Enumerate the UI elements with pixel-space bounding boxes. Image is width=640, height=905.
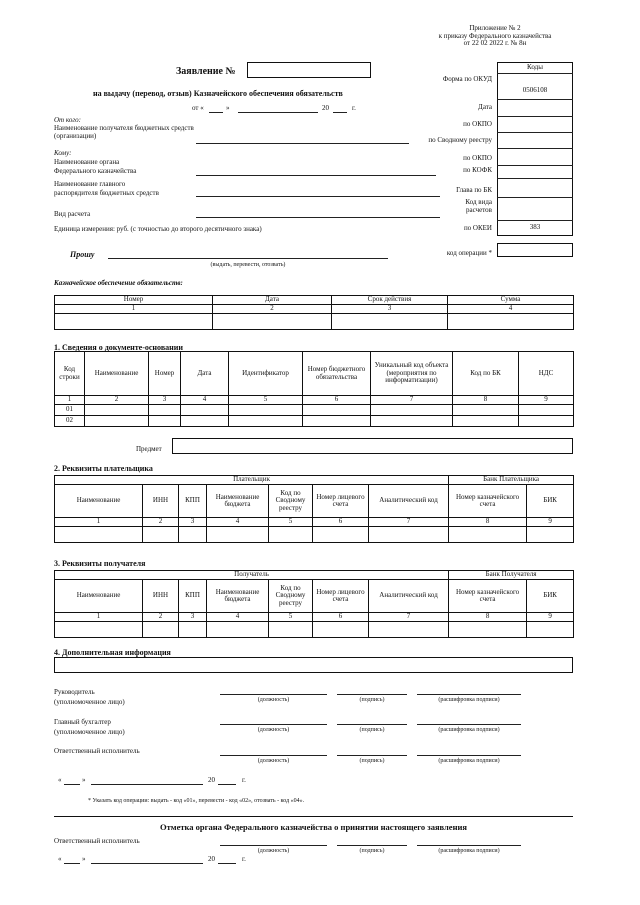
mark-date-g: г. <box>242 855 246 863</box>
section3-num: 2 <box>143 613 179 622</box>
okpo-label: по ОКПО <box>463 120 492 128</box>
sign-date-year: 20 <box>208 776 215 784</box>
section1-cell[interactable] <box>453 405 519 416</box>
kazn-num: 4 <box>448 305 574 314</box>
kazn-num: 2 <box>213 305 332 314</box>
sign-date-day-field[interactable] <box>64 784 80 785</box>
mark-divider <box>54 816 573 817</box>
date-suffix: г. <box>352 104 356 112</box>
okpo2-label: по ОКПО <box>463 154 492 162</box>
date-month-field[interactable] <box>238 112 318 113</box>
request-hint: (выдать, перевести, отозвать) <box>210 262 286 268</box>
section2-table <box>54 475 574 543</box>
head-decode-field[interactable] <box>417 694 521 695</box>
section2-cell[interactable] <box>207 527 269 543</box>
executor-decode-field[interactable] <box>417 755 521 756</box>
decode-caption: (расшифровка подписи) <box>438 697 500 703</box>
section1-col: Дата <box>181 352 229 396</box>
section1-num: 3 <box>149 396 181 405</box>
section1-table <box>54 351 574 427</box>
additional-info-field[interactable] <box>54 657 573 673</box>
section1-cell[interactable] <box>519 416 574 427</box>
section2-col: Наименование <box>55 485 143 518</box>
section2-title: 2. Реквизиты плательщика <box>54 464 153 473</box>
position-caption: (должность) <box>257 758 290 764</box>
section1-cell[interactable] <box>371 405 453 416</box>
accountant-line: (уполномоченное лицо) <box>54 727 125 736</box>
section2-num: 5 <box>269 518 313 527</box>
section2-col: Код по Сводному реестру <box>269 485 313 518</box>
section3-num: 7 <box>369 613 449 622</box>
appendix-line: Приложение № 2 <box>469 24 521 32</box>
section2-num: 4 <box>207 518 269 527</box>
accountant-decode-field[interactable] <box>417 724 521 725</box>
section3-num: 4 <box>207 613 269 622</box>
section1-cell[interactable] <box>149 416 181 427</box>
section2-cell[interactable] <box>179 527 207 543</box>
decode-caption: (расшифровка подписи) <box>438 848 500 854</box>
op-code-label: код операции * <box>446 249 492 257</box>
section1-col: Уникальный код объекта (мероприятия по информатизации) <box>371 352 453 396</box>
section1-cell[interactable] <box>453 416 519 427</box>
section3-table <box>54 570 574 638</box>
kazn-col: Сумма <box>448 296 574 305</box>
signature-caption: (подпись) <box>359 697 385 703</box>
section3-group: Получатель <box>55 571 449 580</box>
codes-header: Коды <box>527 63 543 71</box>
recipient-name-label: Наименование получателя бюджетных средств (организации) <box>54 124 194 140</box>
organ-label-2: Федерального казначейства <box>54 167 137 175</box>
section2-col: Аналитический код <box>369 485 449 518</box>
section1-title: 1. Сведения о документе-основании <box>54 343 183 352</box>
section1-num: 6 <box>303 396 371 405</box>
section2-col: ИНН <box>143 485 179 518</box>
section3-col: БИК <box>527 580 574 613</box>
mark-decode-field[interactable] <box>417 845 521 846</box>
section2-cell[interactable] <box>269 527 313 543</box>
section1-cell[interactable] <box>181 405 229 416</box>
sign-date-year-field[interactable] <box>218 784 236 785</box>
application-number-field[interactable] <box>247 62 371 78</box>
svodny-label: по Сводному реестру <box>428 136 492 144</box>
kazn-col: Номер <box>55 296 213 305</box>
organ-label-1: Наименование органа <box>54 158 120 166</box>
section1-cell[interactable] <box>229 405 303 416</box>
section3-num: 5 <box>269 613 313 622</box>
section1-num: 5 <box>229 396 303 405</box>
section1-col: Идентификатор <box>229 352 303 396</box>
section2-cell[interactable] <box>313 527 369 543</box>
okud-label: Форма по ОКУД <box>442 75 492 83</box>
section3-cell[interactable] <box>269 622 313 638</box>
kazn-cell[interactable] <box>213 314 332 330</box>
kofk-label: по КОФК <box>463 166 492 174</box>
section2-num: 2 <box>143 518 179 527</box>
section3-cell[interactable] <box>55 622 143 638</box>
predmet-label: Предмет <box>136 445 162 453</box>
vid-rascheta-label: Вид расчета <box>54 210 91 218</box>
date-day-field[interactable] <box>209 112 223 113</box>
section3-bank: Банк Получателя <box>449 571 574 580</box>
date-year-field[interactable] <box>333 112 347 113</box>
section2-num: 9 <box>527 518 574 527</box>
sign-date-close: » <box>82 776 86 784</box>
signature-caption: (подпись) <box>359 758 385 764</box>
mark-title: Отметка органа Федерального казначейства о принятии настоящего заявления <box>160 822 467 832</box>
appendix-block <box>420 25 570 48</box>
section2-col: Наименование бюджета <box>207 485 269 518</box>
page-subtitle: на выдачу (перевод, отзыв) Казначейского обеспечения обязательств <box>93 89 343 98</box>
accountant-signature-field[interactable] <box>337 724 407 725</box>
section1-col: Номер бюджетного обязательства <box>303 352 371 396</box>
kod-vida-label <box>420 199 492 214</box>
head-signature-field[interactable] <box>337 694 407 695</box>
section3-col: Наименование <box>55 580 143 613</box>
glavny-label-2: распорядителя бюджетных средств <box>54 189 159 197</box>
section3-num: 3 <box>179 613 207 622</box>
op-code-field[interactable] <box>497 243 573 257</box>
section3-cell[interactable] <box>449 622 527 638</box>
section3-cell[interactable] <box>179 622 207 638</box>
predmet-field[interactable] <box>172 438 573 454</box>
glavny-label-1: Наименование главного <box>54 180 126 188</box>
mark-executor-label: Ответственный исполнитель <box>54 837 140 845</box>
section3-num: 8 <box>449 613 527 622</box>
mark-signature-field[interactable] <box>337 845 407 846</box>
section1-cell[interactable] <box>371 416 453 427</box>
mark-date-close: » <box>82 855 86 863</box>
mark-date-open: « <box>58 855 62 863</box>
date-mid: » <box>226 104 230 112</box>
section2-col: Номер лицевого счета <box>313 485 369 518</box>
section3-col: ИНН <box>143 580 179 613</box>
section2-bank: Банк Плательщика <box>449 476 574 485</box>
accountant-line: Главный бухгалтер <box>54 718 111 726</box>
request-label: Прошу <box>70 250 95 259</box>
head-label <box>54 689 125 706</box>
section3-cell[interactable] <box>313 622 369 638</box>
section2-num: 6 <box>313 518 369 527</box>
kazn-cell[interactable] <box>448 314 574 330</box>
section1-num: 8 <box>453 396 519 405</box>
section1-num: 7 <box>371 396 453 405</box>
head-position-field[interactable] <box>220 694 327 695</box>
section3-col: Номер лицевого счета <box>313 580 369 613</box>
mark-position-field[interactable] <box>220 845 327 846</box>
appendix-line: к приказу Федерального казначейства <box>438 31 552 40</box>
kod-vida-line: расчетов <box>466 205 492 214</box>
decode-caption: (расшифровка подписи) <box>438 727 500 733</box>
section1-cell[interactable] <box>519 405 574 416</box>
section3-num: 6 <box>313 613 369 622</box>
accountant-position-field[interactable] <box>220 724 327 725</box>
section2-col: БИК <box>527 485 574 518</box>
section3-col: Код по Сводному реестру <box>269 580 313 613</box>
mark-date-day-field[interactable] <box>64 863 80 864</box>
section4-title: 4. Дополнительная информация <box>54 648 171 657</box>
glavny-field[interactable] <box>196 196 440 197</box>
decode-caption: (расшифровка подписи) <box>438 758 500 764</box>
kazn-cell[interactable] <box>55 314 213 330</box>
section1-col: Номер <box>149 352 181 396</box>
kazn-title: Казначейское обеспечение обязательств: <box>54 279 183 287</box>
mark-date-year: 20 <box>208 855 215 863</box>
section3-num: 9 <box>527 613 574 622</box>
ot-kogo-label: От кого: <box>54 116 81 124</box>
section1-col: НДС <box>519 352 574 396</box>
glava-label: Глава по БК <box>456 186 492 194</box>
position-caption: (должность) <box>257 848 290 854</box>
sign-date-g: г. <box>242 776 246 784</box>
section1-col: Код по БК <box>453 352 519 396</box>
mark-date-month-field[interactable] <box>91 863 203 864</box>
section3-cell[interactable] <box>369 622 449 638</box>
sign-date-open: « <box>58 776 62 784</box>
section1-cell[interactable] <box>85 416 149 427</box>
section1-cell[interactable] <box>181 416 229 427</box>
date-year-prefix: 20 <box>322 104 329 112</box>
kazn-col: Дата <box>213 296 332 305</box>
unit-label: Единица измерения: руб. (с точностью до второго десятичного знака) <box>54 225 262 233</box>
kazn-cell[interactable] <box>332 314 448 330</box>
section3-cell[interactable] <box>207 622 269 638</box>
section2-cell[interactable] <box>449 527 527 543</box>
mark-date-year-field[interactable] <box>218 863 236 864</box>
section2-num: 3 <box>179 518 207 527</box>
executor-position-field[interactable] <box>220 755 327 756</box>
head-line: (уполномоченное лицо) <box>54 697 125 706</box>
section2-cell[interactable] <box>369 527 449 543</box>
section3-col: Номер казначейского счета <box>449 580 527 613</box>
section3-num: 1 <box>55 613 143 622</box>
vid-rascheta-field[interactable] <box>196 217 440 218</box>
signature-caption: (подпись) <box>359 727 385 733</box>
section2-group: Плательщик <box>55 476 449 485</box>
section2-num: 1 <box>55 518 143 527</box>
section3-cell[interactable] <box>527 622 574 638</box>
kazn-col: Срок действия <box>332 296 448 305</box>
section2-cell[interactable] <box>143 527 179 543</box>
signature-caption: (подпись) <box>359 848 385 854</box>
position-caption: (должность) <box>257 697 290 703</box>
date-code-label: Дата <box>478 103 492 111</box>
executor-signature-field[interactable] <box>337 755 407 756</box>
kazn-num: 1 <box>55 305 213 314</box>
section1-col: Код строки <box>55 352 85 396</box>
section1-cell[interactable] <box>85 405 149 416</box>
executor-label: Ответственный исполнитель <box>54 747 140 755</box>
section2-col: КПП <box>179 485 207 518</box>
section1-row-code: 01 <box>55 405 85 416</box>
accountant-label <box>54 719 125 736</box>
komu-label: Кому: <box>54 149 72 157</box>
section1-num: 9 <box>519 396 574 405</box>
section2-cell[interactable] <box>55 527 143 543</box>
section3-col: КПП <box>179 580 207 613</box>
section1-cell[interactable] <box>149 405 181 416</box>
kod-vida-line: Код вида <box>465 198 492 206</box>
section2-cell[interactable] <box>527 527 574 543</box>
recipient-name-field[interactable] <box>196 143 409 144</box>
section1-col: Наименование <box>85 352 149 396</box>
page-title: Заявление № <box>176 66 236 77</box>
date-prefix: от « <box>192 104 204 112</box>
section3-cell[interactable] <box>143 622 179 638</box>
head-line: Руководитель <box>54 688 95 696</box>
kazn-table <box>54 295 574 330</box>
section1-num: 1 <box>55 396 85 405</box>
position-caption: (должность) <box>257 727 290 733</box>
okei-label: по ОКЕИ <box>463 224 492 232</box>
footnote: * Указать код операции: выдать - код «01», перевести - код «02», отозвать - код «04». <box>88 798 305 804</box>
section1-cell[interactable] <box>303 405 371 416</box>
section1-num: 4 <box>181 396 229 405</box>
section1-cell[interactable] <box>229 416 303 427</box>
section3-col: Аналитический код <box>369 580 449 613</box>
kazn-num: 3 <box>332 305 448 314</box>
section1-num: 2 <box>85 396 149 405</box>
okei-value: 383 <box>529 223 541 231</box>
request-field[interactable] <box>108 258 388 259</box>
section1-row-code: 02 <box>55 416 85 427</box>
organ-field[interactable] <box>196 175 436 176</box>
section2-num: 8 <box>449 518 527 527</box>
appendix-line: от 22 02 2022 г. № 8н <box>463 39 527 48</box>
sign-date-month-field[interactable] <box>91 784 203 785</box>
section3-col: Наименование бюджета <box>207 580 269 613</box>
section3-title: 3. Реквизиты получателя <box>54 559 146 568</box>
okud-value: 0506108 <box>522 86 548 94</box>
section1-cell[interactable] <box>303 416 371 427</box>
section2-col: Номер казначейского счета <box>449 485 527 518</box>
section2-num: 7 <box>369 518 449 527</box>
